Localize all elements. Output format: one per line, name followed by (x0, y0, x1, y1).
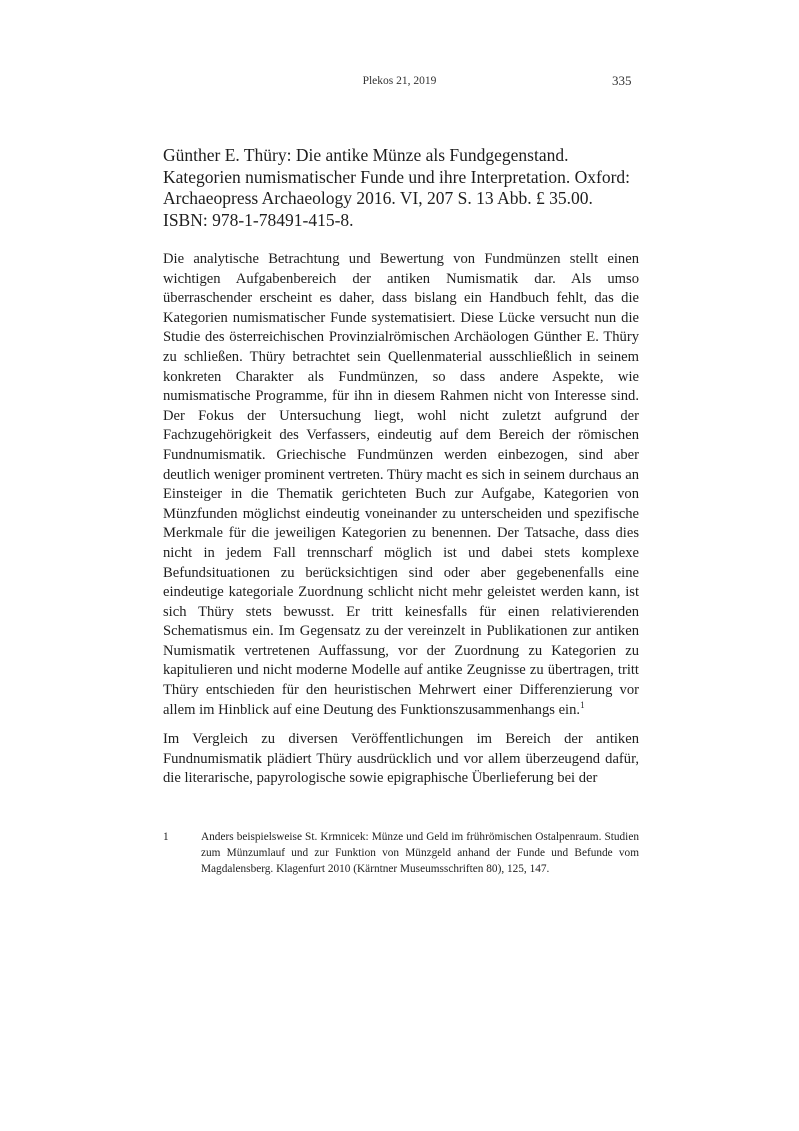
review-heading: Günther E. Thüry: Die antike Münze als Fundgegenstand. Kategorien numismatischer Funde und ihre Interpretation. Oxford: Archaeopress Archaeology 2016. VI, 207 S. 13 Abb. £ 35.00. ISBN: 978-1-78491-415-8. (163, 145, 631, 230)
review-body (163, 250, 639, 799)
page-number: 335 (612, 73, 632, 88)
body-paragraph (163, 250, 639, 720)
footnote-number: 1 (163, 831, 169, 843)
footnote-text: Anders beispielsweise St. Krmnicek: Münze und Geld im frührömischen Ostalpenraum. Studien zum Münzumlauf und zur Funktion von Münzgeld anhand der Funde und Befunde vom Magdalensberg. Klagenfurt 2010 (Kärntner Museumsschriften 80), 125, 147. (201, 831, 639, 876)
body-paragraph-text: Die analytische Betrachtung und Bewertung von Fundmünzen stellt einen wichtigen Aufgabenbereich der antiken Numismatik dar. Als umso überraschender erscheint es daher, dass bislang ein Handbuch fehlt, das die Kategorien numismatischer Funde systematisiert. Diese Lücke versucht nun die Studie des österreichischen Provinzialrömischen Archäologen Günther E. Thüry zu schließen. Thüry betrachtet sein Quellenmaterial ausschließlich in seinem konkreten Charakter als Fundmünzen, so dass andere Aspekte, wie numismatische Programme, für ihn in diesem Rahmen nicht von Interesse sind. Der Fokus der Untersuchung liegt, wohl nicht zuletzt aufgrund der Fachzugehörigkeit des Verfassers, eindeutig auf dem Bereich der römischen Fundnumismatik. Griechische Fundmünzen werden einbezogen, sind aber deutlich weniger prominent vertreten. Thüry macht es sich in seinem durchaus an Einsteiger in die Thematik gerichteten Buch zur Aufgabe, Kategorien von Münzfunden möglichst eindeutig voneinander zu unterscheiden und spezifische Merkmale für die jeweiligen Kategorien zu benennen. Der Tatsache, dass dies nicht in jedem Fall trennscharf möglich ist und dabei stets komplexe Befundsituationen zu berücksichtigen sind oder aber gegebenenfalls eine eindeutige kategoriale Zuordnung schlicht nicht mehr geleistet werden kann, ist sich Thüry stets bewusst. Er tritt keinesfalls für einen relativierenden Schematismus ein. Im Gegensatz zu der vereinzelt in Publikationen zur antiken Numismatik vertretenen Auffassung, vor der Zuordnung zu Kategorien zu kapitulieren und nicht moderne Modelle auf antike Zeugnisse zu übertragen, tritt Thüry entschieden für den heuristischen Mehrwert einer Differenzierung vor allem im Hinblick auf eine Deutung des Funktionszusammenhangs ein. (163, 251, 639, 718)
footnote (163, 829, 639, 878)
footnote-reference[interactable]: 1 (580, 699, 585, 710)
body-paragraph: Im Vergleich zu diversen Veröffentlichungen im Bereich der antiken Fundnumismatik plädiert Thüry ausdrücklich und vor allem überzeugend dafür, die literarische, papyrologische sowie epigraphische Überlieferung bei der (163, 731, 639, 787)
running-head: Plekos 21, 2019 (362, 75, 437, 87)
